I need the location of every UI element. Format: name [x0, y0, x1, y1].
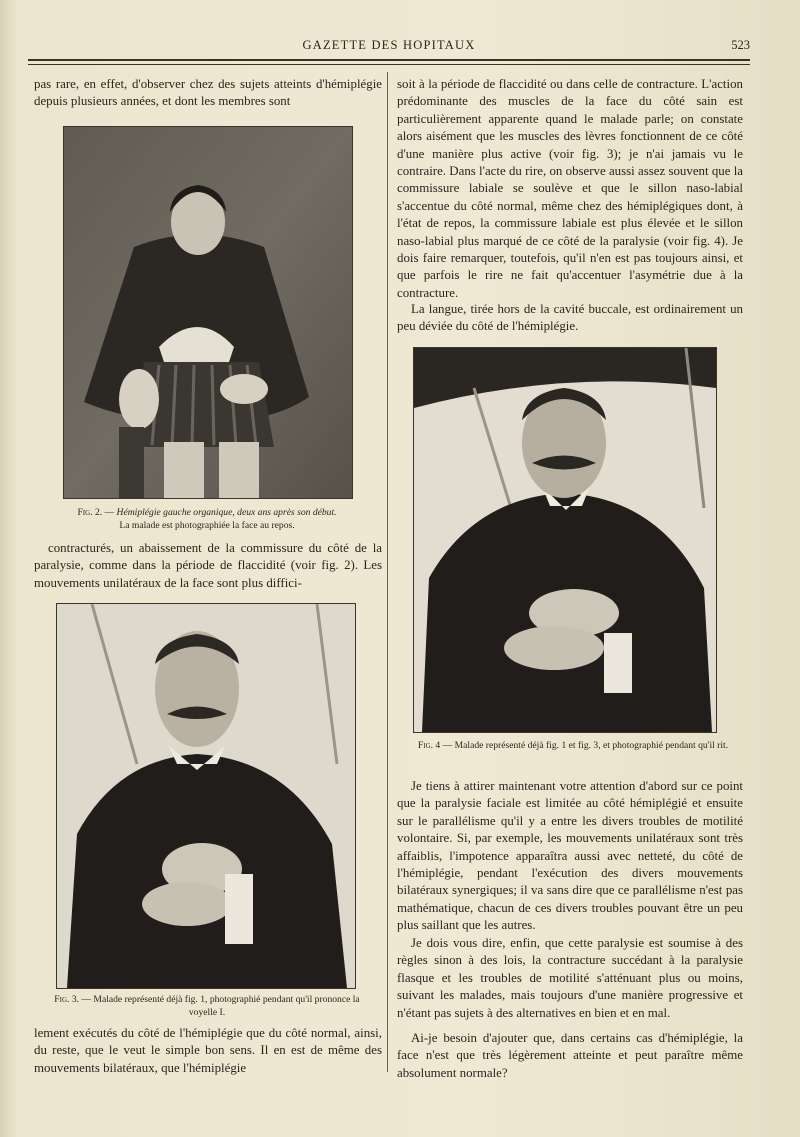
- right-paragraph-1: soit à la période de flaccidité ou dans celle de contracture. L'action prédominante des muscles de la face du côté sain est particulièrement apparente quand le malade parle; on constate alors aisément que les muscles des lèvres fonctionnent de ce côté d'une manière plus active (voir fig. 3); je n'ai jamais vu le contraire. Dans l'acte du rire, on observe aussi assez souvent que la commissure labiale se soulève et que le sillon naso-labial s'accentue du côté normal, même chez des hémiplégiques dont, à l'état de repos, la commissure labiale est plus élevée et le sillon naso-labial plus marqué de ce côté de la paralysie (voir fig. 4). Je dois faire remarquer, toutefois, qu'il n'en est pas toujours ainsi, et que parfois le rire ne fait qu'accentuer l'asymétrie due à la contracture.: [397, 77, 743, 300]
- page-header: [28, 36, 750, 56]
- figure-3-photo: [56, 603, 356, 989]
- figure-4-photo: [413, 347, 717, 733]
- figure-4-caption: [403, 740, 743, 753]
- figure-2-caption: Fig. 2. — Hémiplégie gauche organique, deux ans après son début. La malade est photographiée la face au repos.: [77, 507, 337, 531]
- figure-3-caption: [40, 994, 374, 1019]
- page-number: 523: [731, 38, 750, 52]
- header-rule: [28, 59, 750, 61]
- left-paragraph-top: pas rare, en effet, d'observer chez des sujets atteints d'hémiplégie depuis plusieurs années, et dont les membres sont: [34, 77, 382, 109]
- man-laughing-photograph: [414, 348, 716, 732]
- column-divider: [387, 72, 388, 1072]
- figure-2-photo: [63, 126, 353, 499]
- seated-woman-photograph: [64, 127, 352, 498]
- figure-3-label: Fig. 3.: [54, 994, 80, 1005]
- right-paragraph-4: Je dois vous dire, enfin, que cette paralysie est soumise à des règles sinon à des lois, la contracture succédant à la paralysie flasque et les troubles de motilité s'atténuant plus ou moins, suivant les malades, mais toujours d'une manière progressive et n'étant pas sujets à des alternatives en bien et en mal.: [397, 936, 743, 1020]
- right-paragraph-5: Ai-je besoin d'ajouter que, dans certains cas d'hémiplégie, la face n'est que très légèrement atteinte et peut paraître même absolument normale?: [397, 1031, 743, 1080]
- man-speaking-photograph: [57, 604, 355, 988]
- figure-3-text: — Malade représenté déjà fig. 1, photographié pendant qu'il prononce la voyelle I.: [81, 994, 360, 1018]
- header-rule-thin: [28, 64, 750, 65]
- figure-2-title: Hémiplégie gauche organique, deux ans après son début.: [116, 507, 337, 518]
- figure-2-subtitle: La malade est photographiée la face au repos.: [119, 519, 295, 531]
- left-paragraph-middle: contracturés, un abaissement de la commissure du côté de la paralysie, comme dans la période de flaccidité (voir fig. 2). Les mouvements unilatéraux de la face sont plus diffici-: [34, 541, 382, 590]
- figure-4-label: Fig. 4: [417, 740, 441, 751]
- journal-title: GAZETTE DES HOPITAUX: [302, 38, 476, 52]
- figure-2-label: Fig. 2.: [77, 507, 103, 518]
- left-paragraph-bottom: lement exécutés du côté de l'hémiplégie que du côté normal, ainsi, du reste, que le veut le simple bon sens. Il en est de même des mouvements bilatéraux, que l'hémiplégie: [34, 1026, 382, 1075]
- right-paragraph-2: La langue, tirée hors de la cavité buccale, est ordinairement un peu déviée du côté de l'hémiplégie.: [397, 302, 743, 334]
- figure-4-text: — Malade représenté déjà fig. 1 et fig. 3, et photographié pendant qu'il rit.: [442, 740, 729, 751]
- right-paragraph-3: Je tiens à attirer maintenant votre attention d'abord sur ce point que la paralysie faciale est limitée au côté hémiplégié et ensuite sur le parallélisme qu'il y a entre les divers troubles de motilité volontaire. Si, par exemple, les mouvements unilatéraux sont très affaiblis, l'impotence apparaîtra aussi avec netteté, du côté de l'hémiplégie, pendant l'exécution des divers mouvements bilatéraux synergiques; il va sans dire que ce parallélisme n'est pas mathématique, chacun de ces divers troubles pouvant être un peu plus saillant que les autres.: [397, 779, 743, 933]
